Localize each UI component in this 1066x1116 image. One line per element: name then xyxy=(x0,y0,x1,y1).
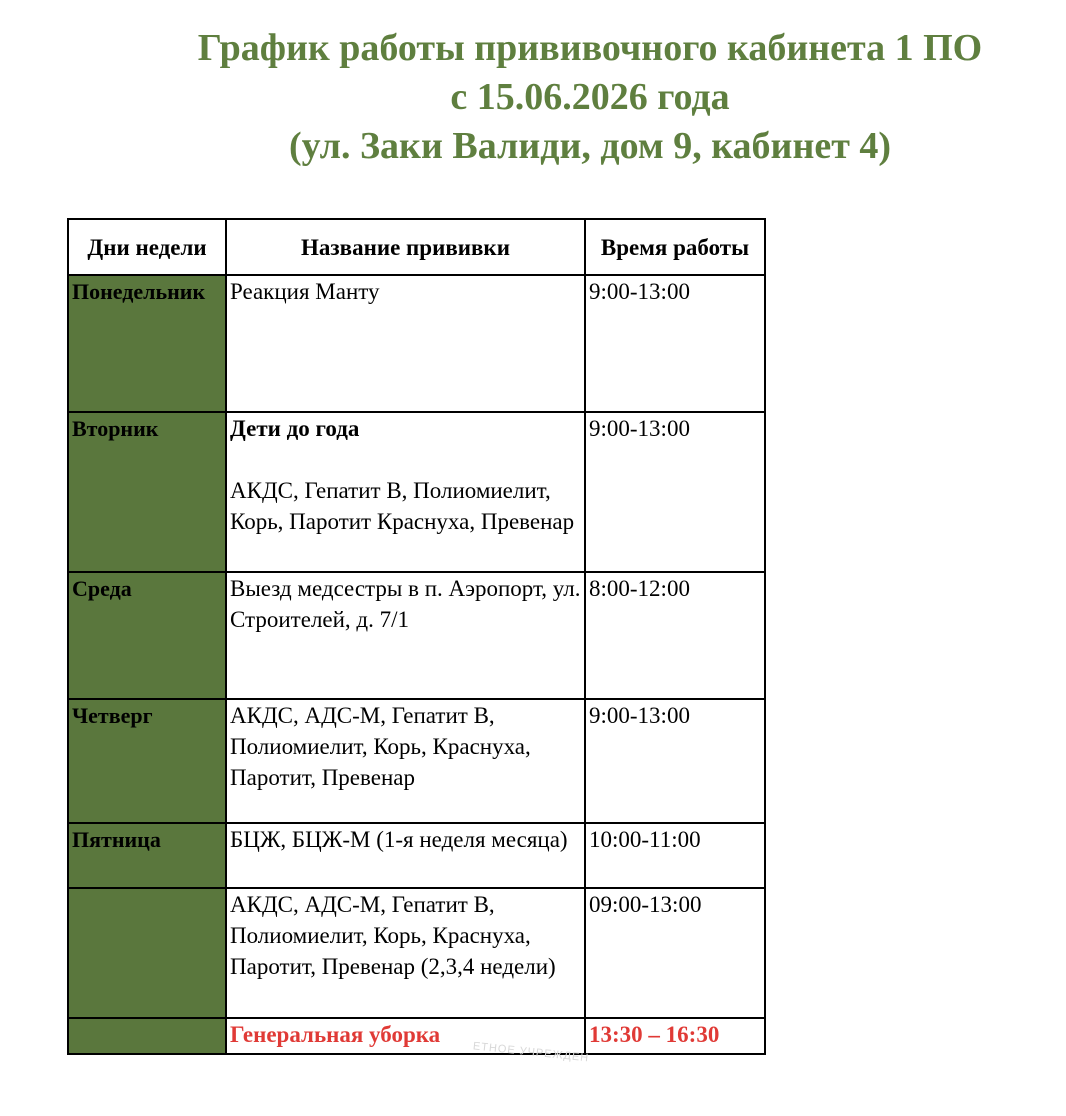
title-line-2: с 15.06.2026 года xyxy=(450,76,730,118)
header-day: Дни недели xyxy=(68,219,226,275)
table-row xyxy=(68,572,765,699)
time-cell: 9:00-13:00 xyxy=(585,275,765,412)
time-cell: 09:00-13:00 xyxy=(585,888,765,1018)
stamp-watermark: ЕТНОЕ УЧРЕЖДЕН xyxy=(472,1040,590,1065)
vaccination-list: АКДС, Гепатит В, Полиомиелит, Корь, Паротит Краснуха, Превенар xyxy=(230,478,575,534)
table-row xyxy=(68,412,765,572)
title-line-1: График работы прививочного кабинета 1 ПО xyxy=(197,27,983,69)
time-cell: 10:00-11:00 xyxy=(585,823,765,888)
vaccination-cell xyxy=(226,412,585,572)
table-row xyxy=(68,823,765,888)
time-cell: 9:00-13:00 xyxy=(585,412,765,572)
table-row xyxy=(68,275,765,412)
cleaning-time: 13:30 – 16:30 xyxy=(585,1018,765,1054)
table-header-row xyxy=(68,219,765,275)
header-vaccination: Название прививки xyxy=(226,219,585,275)
time-cell: 9:00-13:00 xyxy=(585,699,765,823)
vaccination-cell: БЦЖ, БЦЖ-М (1-я неделя месяца) xyxy=(226,823,585,888)
header-time: Время работы xyxy=(585,219,765,275)
page-title xyxy=(140,24,1040,171)
day-cell: Вторник xyxy=(68,412,226,572)
vaccination-cell: АКДС, АДС-М, Гепатит В, Полиомиелит, Корь, Краснуха, Паротит, Превенар xyxy=(226,699,585,823)
vaccination-cell: АКДС, АДС-М, Гепатит В, Полиомиелит, Корь, Краснуха, Паротит, Превенар (2,3,4 недели) xyxy=(226,888,585,1018)
schedule-table xyxy=(67,218,766,1055)
day-cell xyxy=(68,1018,226,1054)
day-cell: Среда xyxy=(68,572,226,699)
vaccination-cell: Выезд медсестры в п. Аэропорт, ул. Строителей, д. 7/1 xyxy=(226,572,585,699)
day-cell: Понедельник xyxy=(68,275,226,412)
table-row xyxy=(68,888,765,1018)
vaccination-subtitle: Дети до года xyxy=(230,416,360,441)
time-cell: 8:00-12:00 xyxy=(585,572,765,699)
day-cell: Пятница xyxy=(68,823,226,888)
day-cell xyxy=(68,888,226,1018)
cleaning-label: Генеральная уборка xyxy=(226,1018,585,1054)
title-line-3: (ул. Заки Валиди, дом 9, кабинет 4) xyxy=(288,125,892,167)
table-row xyxy=(68,699,765,823)
day-cell: Четверг xyxy=(68,699,226,823)
vaccination-cell: Реакция Манту xyxy=(226,275,585,412)
table-row xyxy=(68,1018,765,1054)
